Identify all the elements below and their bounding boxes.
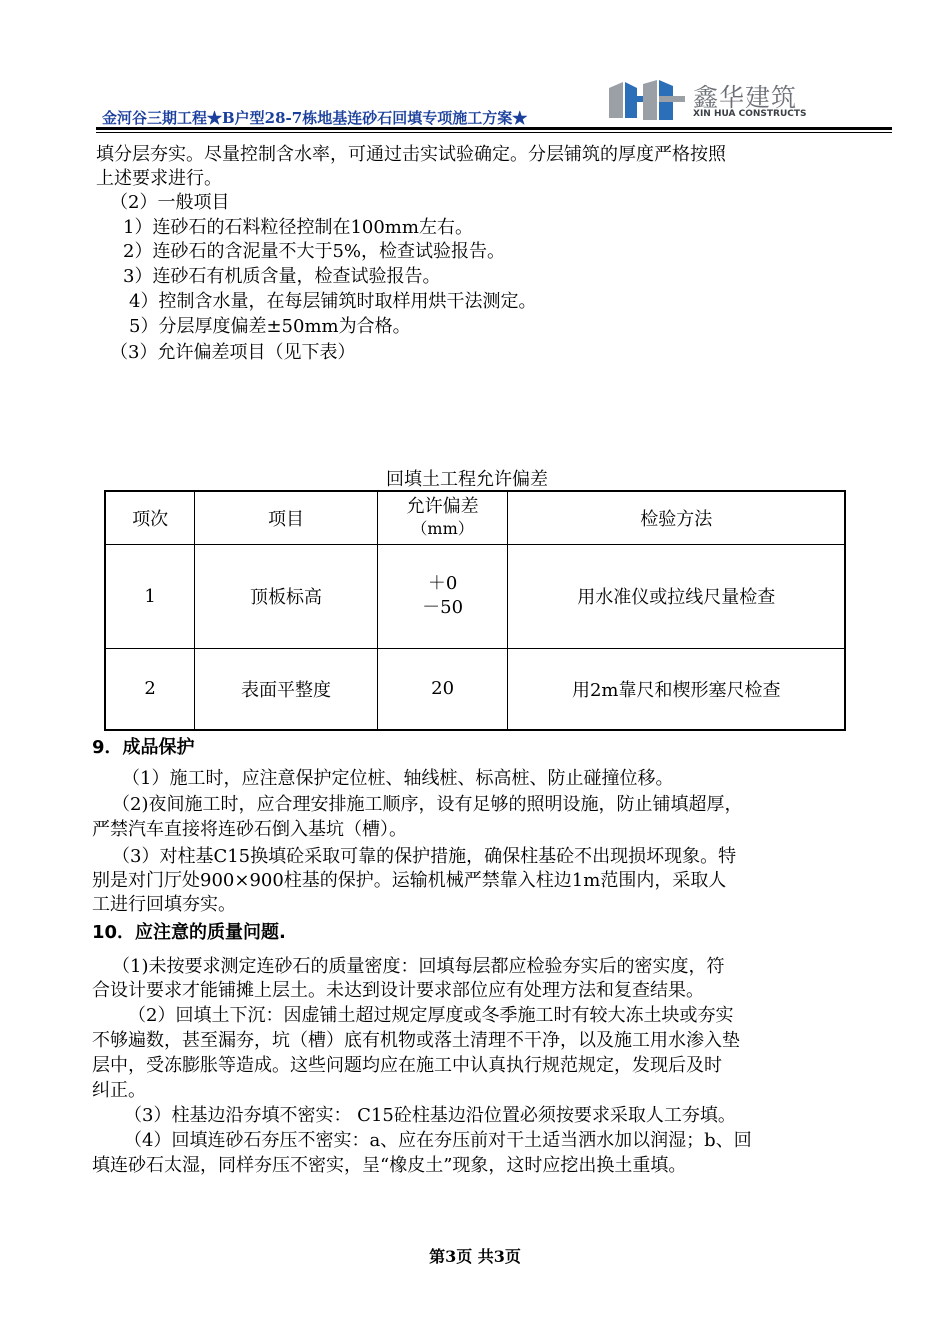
- deviation-upper: ＋0: [427, 573, 458, 594]
- body-line: 别是对门厅处900×900柱基的保护。运输机械严禁靠入柱边1m范围内，采取人: [92, 870, 727, 891]
- body-line: 填分层夯实。尽量控制含水率，可通过击实试验确定。分层铺筑的厚度严格按照: [96, 144, 726, 165]
- body-line: 4）控制含水量，在每层铺筑时取样用烘干法测定。: [129, 291, 537, 312]
- logo-chinese-text: 鑫华建筑: [693, 83, 798, 112]
- section-heading: 9．成品保护: [92, 737, 195, 758]
- cell-deviation: 20: [377, 648, 508, 730]
- body-line: （4）回填连砂石夯压不密实：a、应在夯压前对干土适当洒水加以润湿；b、回: [124, 1130, 752, 1151]
- cell-method: 用水准仪或拉线尺量检查: [508, 544, 845, 648]
- section-heading: 10．应注意的质量问题.: [92, 922, 286, 943]
- header-deviation-unit: （mm）: [411, 518, 474, 538]
- page-number: 第3页 共3页: [429, 1247, 521, 1266]
- body-line: 2）连砂石的含泥量不大于5%，检查试验报告。: [123, 241, 506, 262]
- body-line: （3）允许偏差项目（见下表）: [110, 342, 356, 363]
- table-row: [105, 648, 845, 730]
- body-line: （1)未按要求测定连砂石的质量密度：回填每层都应检验夯实后的密实度，符: [112, 956, 725, 977]
- header-deviation-label: 允许偏差: [406, 495, 479, 517]
- document-header-title: 金河谷三期工程★B户型28-7栋地基连砂石回填专项施工方案★: [102, 109, 528, 127]
- body-line: （3）柱基边沿夯填不密实： C15砼柱基边沿位置必须按要求采取人工夯填。: [124, 1105, 736, 1126]
- body-line: 不够遍数，甚至漏夯，坑（槽）底有机物或落土清理不干净，以及施工用水渗入垫: [92, 1030, 740, 1051]
- header-cell-item: 项目: [195, 491, 377, 544]
- body-line: 3）连砂石有机质含量，检查试验报告。: [123, 266, 441, 287]
- body-line: 工进行回填夯实。: [92, 894, 236, 915]
- cell-deviation: [377, 544, 508, 648]
- body-line: （2)夜间施工时，应合理安排施工顺序，设有足够的照明设施，防止铺填超厚，: [112, 794, 743, 815]
- logo-mark-icon: [605, 78, 689, 124]
- body-line: （3）对柱基C15换填砼采取可靠的保护措施，确保柱基砼不出现损坏现象。特: [112, 846, 737, 867]
- body-line: （2）回填土下沉：因虚铺土超过规定厚度或冬季施工时有较大冻土块或夯实: [128, 1005, 734, 1026]
- cell-no: 1: [105, 544, 195, 648]
- company-logo: [605, 78, 805, 124]
- table-row: [105, 544, 845, 648]
- header-cell-deviation: [377, 491, 508, 544]
- header-cell-method: 检验方法: [508, 491, 845, 544]
- header-cell-no: 项次: [105, 491, 195, 544]
- cell-method: 用2m靠尺和楔形塞尺检查: [508, 648, 845, 730]
- body-line: 合设计要求才能铺摊上层土。未达到设计要求部位应有处理方法和复查结果。: [92, 980, 704, 1001]
- body-line: 层中，受冻膨胀等造成。这些问题均应在施工中认真执行规范规定，发现后及时: [92, 1055, 722, 1076]
- cell-no: 2: [105, 648, 195, 730]
- cell-item: 表面平整度: [195, 648, 377, 730]
- body-line: 1）连砂石的石料粒径控制在100mm左右。: [123, 217, 473, 238]
- body-line: 填连砂石太湿，同样夯压不密实，呈“橡皮土”现象，这时应挖出换土重填。: [92, 1155, 687, 1176]
- body-line: 5）分层厚度偏差±50mm为合格。: [129, 316, 411, 337]
- body-line: 上述要求进行。: [96, 168, 222, 189]
- body-line: （1）施工时，应注意保护定位桩、轴线桩、标高桩、防止碰撞位移。: [122, 768, 674, 789]
- body-line: （2）一般项目: [110, 192, 230, 213]
- deviation-lower: －50: [422, 597, 464, 618]
- table-header-row: [105, 491, 845, 544]
- deviation-table: [104, 490, 846, 731]
- table-caption: 回填土工程允许偏差: [386, 469, 548, 490]
- body-line: 纠正。: [92, 1080, 146, 1101]
- cell-item: 顶板标高: [195, 544, 377, 648]
- header-divider: [96, 127, 892, 130]
- logo-english-text: XIN HUA CONSTRUCTS: [693, 109, 807, 119]
- body-line: 严禁汽车直接将连砂石倒入基坑（槽）。: [92, 819, 407, 840]
- header-divider-thin: [96, 132, 892, 133]
